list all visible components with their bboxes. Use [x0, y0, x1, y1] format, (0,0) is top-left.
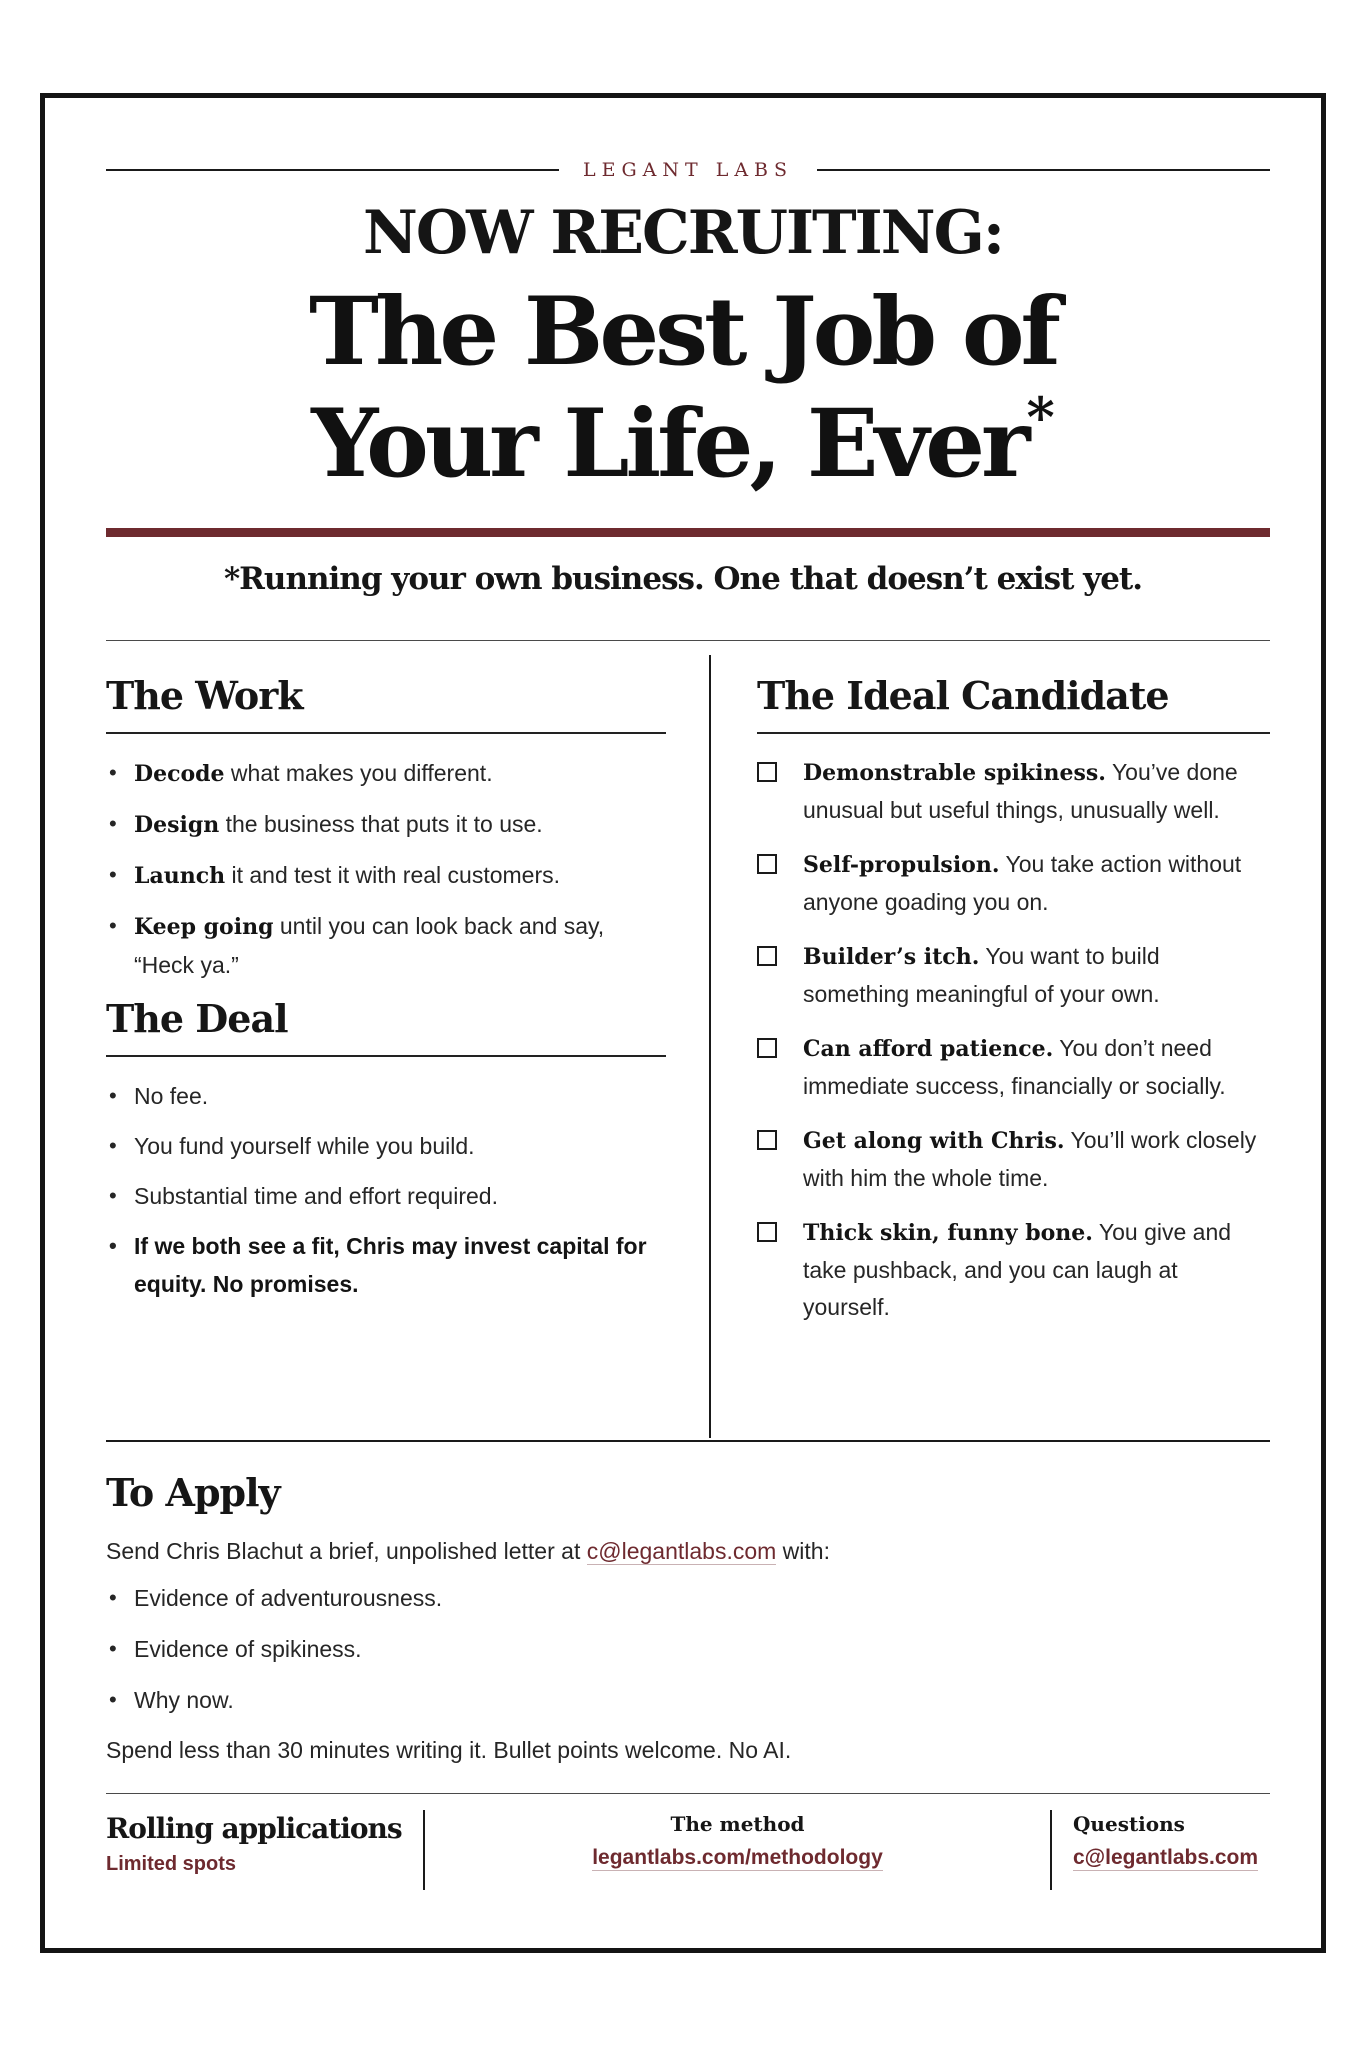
list-item: • You fund yourself while you build. — [106, 1127, 666, 1165]
left-column — [106, 673, 666, 1315]
list-item: • Evidence of spikiness. — [106, 1630, 1270, 1668]
apply-email-link[interactable]: c@legantlabs.com — [586, 1538, 777, 1564]
poster-frame — [40, 93, 1326, 1953]
candidate-item-lead: Get along with Chris. — [803, 1128, 1065, 1154]
work-list — [106, 754, 666, 984]
apply-intro — [106, 1533, 1270, 1569]
recruiting-heading: NOW RECRUITING: — [363, 198, 1003, 268]
apply-title: To Apply — [106, 1470, 280, 1515]
brand-rule-right — [817, 169, 1270, 171]
candidate-checklist — [757, 754, 1270, 1326]
accent-bar — [106, 528, 1270, 537]
work-item-text: it and test it with real customers. — [225, 862, 561, 888]
brand-row — [106, 156, 1270, 184]
questions-label: Questions — [1073, 1812, 1185, 1836]
checklist-item — [757, 846, 1270, 921]
headline-line-2-text: Your Life, Ever — [311, 389, 1027, 499]
list-item: • Evidence of adventurousness. — [106, 1579, 1270, 1617]
candidate-item-text: You’ve done unusual but useful things, unusually well. — [803, 759, 1238, 823]
work-item-lead: Keep going — [134, 914, 274, 940]
candidate-item-text: You want to build something meaningful of your own. — [803, 943, 1160, 1007]
questions-email-link[interactable]: c@legantlabs.com — [1073, 1846, 1259, 1869]
right-column — [757, 673, 1270, 1343]
checkbox[interactable] — [757, 1038, 777, 1058]
headline-line-2 — [45, 384, 1321, 500]
candidate-item-lead: Thick skin, funny bone. — [803, 1220, 1093, 1246]
deal-title: The Deal — [106, 996, 666, 1057]
list-item — [106, 856, 666, 895]
brand-name: LEGANT LABS — [582, 159, 794, 181]
footer-divider — [106, 1793, 1270, 1794]
method-link[interactable]: legantlabs.com/methodology — [592, 1846, 883, 1869]
footer-divider-1 — [423, 1810, 425, 1890]
footer-divider-2 — [1050, 1810, 1052, 1890]
headline-footnote-mark: * — [1026, 384, 1055, 449]
divider-rule — [106, 640, 1270, 641]
checkbox[interactable] — [757, 762, 777, 782]
work-item-text: the business that puts it to use. — [219, 811, 543, 837]
column-divider — [709, 655, 711, 1438]
checklist-item — [757, 754, 1270, 829]
checkbox[interactable] — [757, 1222, 777, 1242]
method-label: The method — [670, 1812, 805, 1836]
checkbox[interactable] — [757, 946, 777, 966]
work-item-lead: Decode — [134, 761, 225, 787]
brand-rule-left — [106, 169, 559, 171]
footer-questions — [1073, 1812, 1270, 1871]
tagline: *Running your own business. One that doesn’t exist yet. — [223, 561, 1143, 597]
checklist-item — [757, 1122, 1270, 1197]
deal-list — [106, 1077, 666, 1303]
work-item-text: what makes you different. — [224, 760, 493, 786]
candidate-item-lead: Can afford patience. — [803, 1036, 1054, 1062]
checklist-item — [757, 1214, 1270, 1326]
work-item-lead: Design — [134, 812, 220, 838]
headline-line-1: The Best Job of — [309, 277, 1057, 387]
apply-divider — [106, 1440, 1270, 1442]
apply-closing: Spend less than 30 minutes writing it. Bullet points welcome. No AI. — [106, 1737, 792, 1763]
rolling-title: Rolling applications — [106, 1812, 402, 1845]
apply-intro-before: Send Chris Blachut a brief, unpolished letter at — [106, 1538, 587, 1564]
work-title: The Work — [106, 673, 666, 734]
list-item: • No fee. — [106, 1077, 666, 1115]
list-item — [106, 805, 666, 844]
checklist-item — [757, 938, 1270, 1013]
list-item: • Why now. — [106, 1681, 1270, 1719]
footer-method — [445, 1812, 1030, 1871]
candidate-item-text: You don’t need immediate success, financially or socially. — [803, 1035, 1226, 1099]
apply-list — [106, 1579, 1270, 1719]
rolling-subtitle: Limited spots — [106, 1853, 237, 1875]
apply-section — [106, 1470, 1270, 1778]
candidate-item-text: You give and take pushback, and you can laugh at yourself. — [803, 1219, 1232, 1320]
list-item: • Substantial time and effort required. — [106, 1177, 666, 1215]
checkbox[interactable] — [757, 854, 777, 874]
list-item — [106, 754, 666, 793]
checkbox[interactable] — [757, 1130, 777, 1150]
candidate-item-text: You’ll work closely with him the whole time. — [803, 1127, 1257, 1191]
work-item-lead: Launch — [134, 863, 226, 889]
candidate-item-lead: Builder’s itch. — [803, 944, 980, 970]
list-item: • If we both see a fit, Chris may invest capital for equity. No promises. — [106, 1227, 666, 1303]
work-item-text: until you can look back and say, “Heck ya.” — [134, 913, 605, 978]
footer-rolling — [106, 1812, 402, 1876]
apply-intro-after: with: — [776, 1538, 830, 1564]
headline — [45, 276, 1321, 500]
candidate-item-lead: Demonstrable spikiness. — [803, 760, 1106, 786]
candidate-item-text: You take action without anyone goading you on. — [803, 851, 1242, 915]
candidate-title: The Ideal Candidate — [757, 673, 1270, 734]
candidate-item-lead: Self-propulsion. — [803, 852, 1000, 878]
list-item — [106, 907, 666, 984]
checklist-item — [757, 1030, 1270, 1105]
